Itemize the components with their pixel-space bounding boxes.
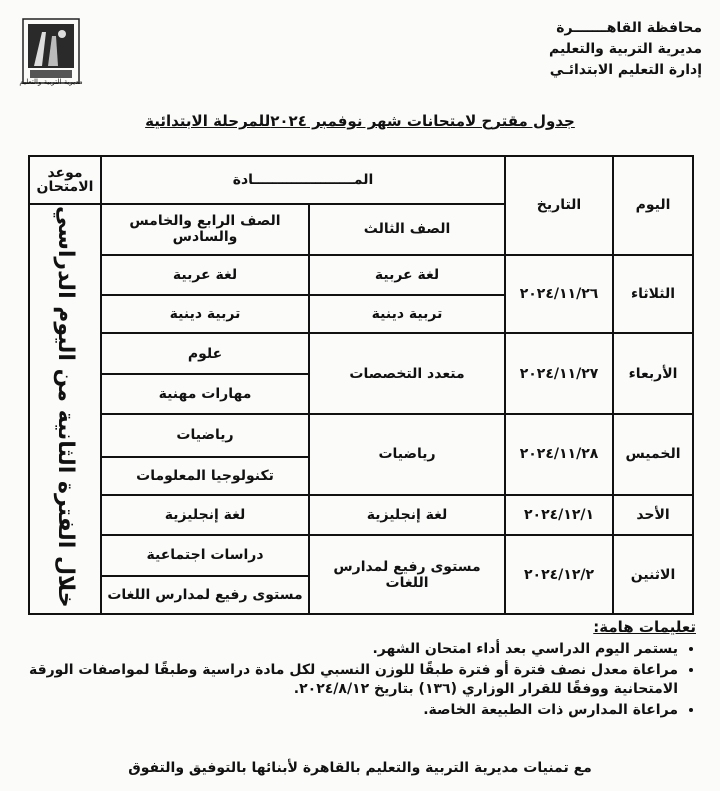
grade46-subject: رياضيات bbox=[101, 414, 309, 457]
header-date: التاريخ bbox=[505, 156, 613, 255]
governorate-name: محافظة القاهـــــــرة bbox=[556, 20, 702, 36]
important-notes bbox=[16, 618, 696, 722]
grade46-subject: علوم bbox=[101, 333, 309, 374]
grade3-subject: متعدد التخصصات bbox=[309, 333, 505, 414]
day-cell: الاثنين bbox=[613, 535, 693, 614]
date-cell: ٢٠٢٤/١١/٢٦ bbox=[505, 255, 613, 334]
grade3-subject: لغة عربية bbox=[309, 255, 505, 296]
logo-caption: مديرية التربية والتعليم bbox=[19, 78, 83, 86]
exam-time-cell bbox=[29, 204, 101, 614]
day-cell: الأحد bbox=[613, 495, 693, 535]
note-item: • مراعاة المدارس ذات الطبيعة الخاصة. bbox=[16, 701, 678, 720]
header-grade-4-6: الصف الرابع والخامس والسادس bbox=[101, 204, 309, 254]
header-block bbox=[549, 18, 702, 81]
date-cell: ٢٠٢٤/١١/٢٧ bbox=[505, 333, 613, 414]
exam-schedule-table bbox=[28, 155, 694, 615]
day-cell: الخميس bbox=[613, 414, 693, 495]
header-subject: المـــــــــــــــــــــادة bbox=[101, 156, 505, 204]
day-cell: الثلاثاء bbox=[613, 255, 693, 334]
grade3-subject: تربية دينية bbox=[309, 295, 505, 333]
date-cell: ٢٠٢٤/١٢/٢ bbox=[505, 535, 613, 614]
grade46-subject: تربية دينية bbox=[101, 295, 309, 333]
date-cell: ٢٠٢٤/١٢/١ bbox=[505, 495, 613, 535]
administration-name: إدارة التعليم الابتدائـي bbox=[549, 62, 702, 78]
note-item: • مراعاة معدل نصف فترة أو فترة طبقًا للوزن النسبي لكل مادة دراسية وطبقًا لمواصفات الورقة الامتحانية ووفقًا للقرار الوزاري (١٣٦) بتاريخ ٢٠٢٤/٨/١٢. bbox=[16, 661, 678, 699]
grade3-subject: لغة إنجليزية bbox=[309, 495, 505, 535]
grade46-subject: مهارات مهنية bbox=[101, 374, 309, 414]
header-exam-time: موعد الامتحان bbox=[29, 156, 101, 204]
grade46-subject: لغة إنجليزية bbox=[101, 495, 309, 535]
grade46-subject: مستوى رفيع لمدارس اللغات bbox=[101, 576, 309, 614]
notes-title: تعليمات هامة: bbox=[593, 618, 696, 636]
directorate-name: مديرية التربية والتعليم bbox=[549, 41, 702, 57]
header-day: اليوم bbox=[613, 156, 693, 255]
directorate-logo bbox=[22, 18, 80, 84]
grade46-subject: دراسات اجتماعية bbox=[101, 535, 309, 576]
grade3-subject: رياضيات bbox=[309, 414, 505, 495]
exam-time-value: خلال الفترة الثانية من اليوم الدراسي bbox=[53, 206, 78, 608]
grade46-subject: لغة عربية bbox=[101, 255, 309, 296]
grade46-subject: تكنولوجيا المعلومات bbox=[101, 457, 309, 495]
date-cell: ٢٠٢٤/١١/٢٨ bbox=[505, 414, 613, 495]
title-text: جدول مقترح لامتحانات شهر نوفمبر ٢٠٢٤للمرحلة الابتدائية bbox=[145, 112, 575, 130]
closing-message: مع تمنيات مديرية التربية والتعليم بالقاهرة لأبنائها بالتوفيق والتفوق bbox=[128, 760, 592, 776]
note-item: • يستمر اليوم الدراسي بعد أداء امتحان الشهر. bbox=[16, 640, 678, 659]
document-title bbox=[0, 112, 720, 130]
header-grade-3: الصف الثالث bbox=[309, 204, 505, 254]
day-cell: الأربعاء bbox=[613, 333, 693, 414]
grade3-subject: مستوى رفيع لمدارس اللغات bbox=[309, 535, 505, 614]
notes-list bbox=[16, 640, 696, 720]
